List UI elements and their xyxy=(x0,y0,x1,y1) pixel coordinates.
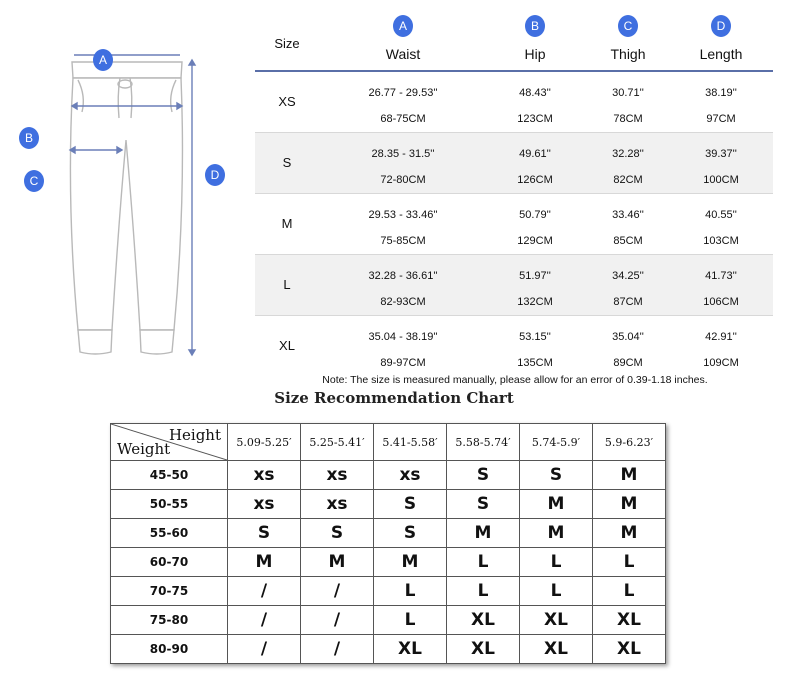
badge-a-icon: A xyxy=(93,49,113,71)
size-cell: XL xyxy=(593,606,666,635)
size-cell: L xyxy=(447,577,520,606)
size-cell: xs xyxy=(301,461,374,490)
thigh-in: 32.28'' xyxy=(612,148,644,160)
size-cell: M xyxy=(447,519,520,548)
length-cm: 103CM xyxy=(703,235,739,247)
thigh-cm: 89CM xyxy=(613,357,643,369)
weight-row xyxy=(111,461,666,490)
length-badge-icon: D xyxy=(711,15,731,37)
size-row-xs xyxy=(255,72,773,133)
weight-row xyxy=(111,548,666,577)
thigh-in: 33.46'' xyxy=(612,209,644,221)
length-in: 38.19'' xyxy=(705,87,737,99)
size-cell: xs xyxy=(228,461,301,490)
size-cell: S xyxy=(374,490,447,519)
height-label: Height xyxy=(168,426,221,444)
size-row-l xyxy=(255,255,773,316)
size-label: S xyxy=(282,155,292,170)
size-cell: L xyxy=(593,548,666,577)
recommendation-title: Size Recommendation Chart xyxy=(274,389,514,407)
thigh-badge-icon: C xyxy=(618,15,638,37)
badge-d-icon: D xyxy=(205,164,225,186)
hip-in: 49.61'' xyxy=(519,148,551,160)
height-col: 5.9-6.23′ xyxy=(593,424,666,461)
size-label: XS xyxy=(278,94,296,109)
length-in: 41.73'' xyxy=(705,270,737,282)
height-header-row xyxy=(111,424,666,461)
badge-b-icon: B xyxy=(19,127,39,149)
hip-cm: 132CM xyxy=(517,296,553,308)
weight-label-cell: 80-90 xyxy=(111,635,228,664)
size-cell: XL xyxy=(520,606,593,635)
size-cell: S xyxy=(447,461,520,490)
weight-label-cell: 50-55 xyxy=(111,490,228,519)
size-cell: XL xyxy=(447,635,520,664)
height-col: 5.09-5.25′ xyxy=(228,424,301,461)
hip-cm: 123CM xyxy=(517,113,553,125)
height-weight-corner xyxy=(111,424,228,461)
hip-cm: 129CM xyxy=(517,235,553,247)
size-cell: / xyxy=(228,577,301,606)
size-cell: XL xyxy=(593,635,666,664)
size-cell: L xyxy=(520,577,593,606)
size-cell: L xyxy=(374,606,447,635)
height-col: 5.74-5.9′ xyxy=(520,424,593,461)
waist-in: 32.28 - 36.61'' xyxy=(368,270,438,282)
size-cell: M xyxy=(593,519,666,548)
length-cm: 106CM xyxy=(703,296,739,308)
thigh-in: 35.04'' xyxy=(612,331,644,343)
waist-cm: 68-75CM xyxy=(380,113,426,125)
waist-in: 26.77 - 29.53'' xyxy=(368,87,438,99)
size-cell: M xyxy=(520,490,593,519)
hip-in: 50.79'' xyxy=(519,209,551,221)
weight-row xyxy=(111,635,666,664)
hip-badge-icon: B xyxy=(525,15,545,37)
hip-cm: 126CM xyxy=(517,174,553,186)
thigh-header: Thigh xyxy=(610,46,646,62)
size-row-xl xyxy=(255,316,773,376)
weight-label-cell: 55-60 xyxy=(111,519,228,548)
size-header: Size xyxy=(274,36,300,51)
length-cm: 109CM xyxy=(703,357,739,369)
size-cell: M xyxy=(593,490,666,519)
size-cell: S xyxy=(228,519,301,548)
weight-row xyxy=(111,577,666,606)
weight-label-cell: 75-80 xyxy=(111,606,228,635)
length-header: Length xyxy=(699,46,743,62)
size-cell: L xyxy=(447,548,520,577)
thigh-in: 30.71'' xyxy=(612,87,644,99)
size-cell: / xyxy=(301,635,374,664)
size-cell: / xyxy=(228,635,301,664)
length-in: 40.55'' xyxy=(705,209,737,221)
size-cell: / xyxy=(228,606,301,635)
waist-in: 29.53 - 33.46'' xyxy=(368,209,438,221)
size-cell: S xyxy=(301,519,374,548)
height-col: 5.25-5.41′ xyxy=(301,424,374,461)
waist-badge-icon: A xyxy=(393,15,413,37)
height-col: 5.41-5.58′ xyxy=(374,424,447,461)
size-cell: XL xyxy=(374,635,447,664)
thigh-cm: 82CM xyxy=(613,174,643,186)
weight-label-cell: 60-70 xyxy=(111,548,228,577)
measurement-note: Note: The size is measured manually, please allow for an error of 0.39-1.18 inches. xyxy=(322,374,708,386)
size-label: M xyxy=(281,216,293,231)
size-label: L xyxy=(283,277,291,292)
height-col: 5.58-5.74′ xyxy=(447,424,520,461)
size-row-m xyxy=(255,194,773,255)
waist-header: Waist xyxy=(385,46,421,62)
size-cell: M xyxy=(228,548,301,577)
hip-in: 53.15'' xyxy=(519,331,551,343)
thigh-cm: 87CM xyxy=(613,296,643,308)
size-cell: L xyxy=(593,577,666,606)
waist-cm: 72-80CM xyxy=(380,174,426,186)
size-cell: xs xyxy=(301,490,374,519)
size-table-header xyxy=(255,0,773,72)
waist-in: 28.35 - 31.5'' xyxy=(371,148,435,160)
size-cell: XL xyxy=(447,606,520,635)
size-table xyxy=(255,0,773,376)
size-cell: xs xyxy=(228,490,301,519)
size-cell: xs xyxy=(374,461,447,490)
weight-label-cell: 70-75 xyxy=(111,577,228,606)
size-cell: / xyxy=(301,606,374,635)
length-cm: 97CM xyxy=(706,113,736,125)
size-row-s xyxy=(255,133,773,194)
weight-row xyxy=(111,606,666,635)
size-cell: L xyxy=(374,577,447,606)
hip-in: 51.97'' xyxy=(519,270,551,282)
thigh-cm: 85CM xyxy=(613,235,643,247)
size-cell: M xyxy=(301,548,374,577)
weight-label-cell: 45-50 xyxy=(111,461,228,490)
hip-cm: 135CM xyxy=(517,357,553,369)
hip-header: Hip xyxy=(524,46,546,62)
badge-c-icon: C xyxy=(24,170,44,192)
size-cell: / xyxy=(301,577,374,606)
hip-in: 48.43'' xyxy=(519,87,551,99)
size-cell: M xyxy=(593,461,666,490)
size-cell: S xyxy=(520,461,593,490)
thigh-in: 34.25'' xyxy=(612,270,644,282)
waist-cm: 82-93CM xyxy=(380,296,426,308)
length-in: 39.37'' xyxy=(705,148,737,160)
size-cell: M xyxy=(520,519,593,548)
waist-cm: 75-85CM xyxy=(380,235,426,247)
size-cell: S xyxy=(447,490,520,519)
weight-label: Weight xyxy=(117,440,171,458)
size-label: XL xyxy=(279,338,295,353)
recommendation-table xyxy=(110,423,666,664)
waist-in: 35.04 - 38.19'' xyxy=(368,331,438,343)
size-cell: L xyxy=(520,548,593,577)
size-cell: XL xyxy=(520,635,593,664)
length-cm: 100CM xyxy=(703,174,739,186)
weight-row xyxy=(111,490,666,519)
thigh-cm: 78CM xyxy=(613,113,643,125)
length-in: 42.91'' xyxy=(705,331,737,343)
weight-row xyxy=(111,519,666,548)
size-cell: M xyxy=(374,548,447,577)
size-cell: S xyxy=(374,519,447,548)
waist-cm: 89-97CM xyxy=(380,357,426,369)
